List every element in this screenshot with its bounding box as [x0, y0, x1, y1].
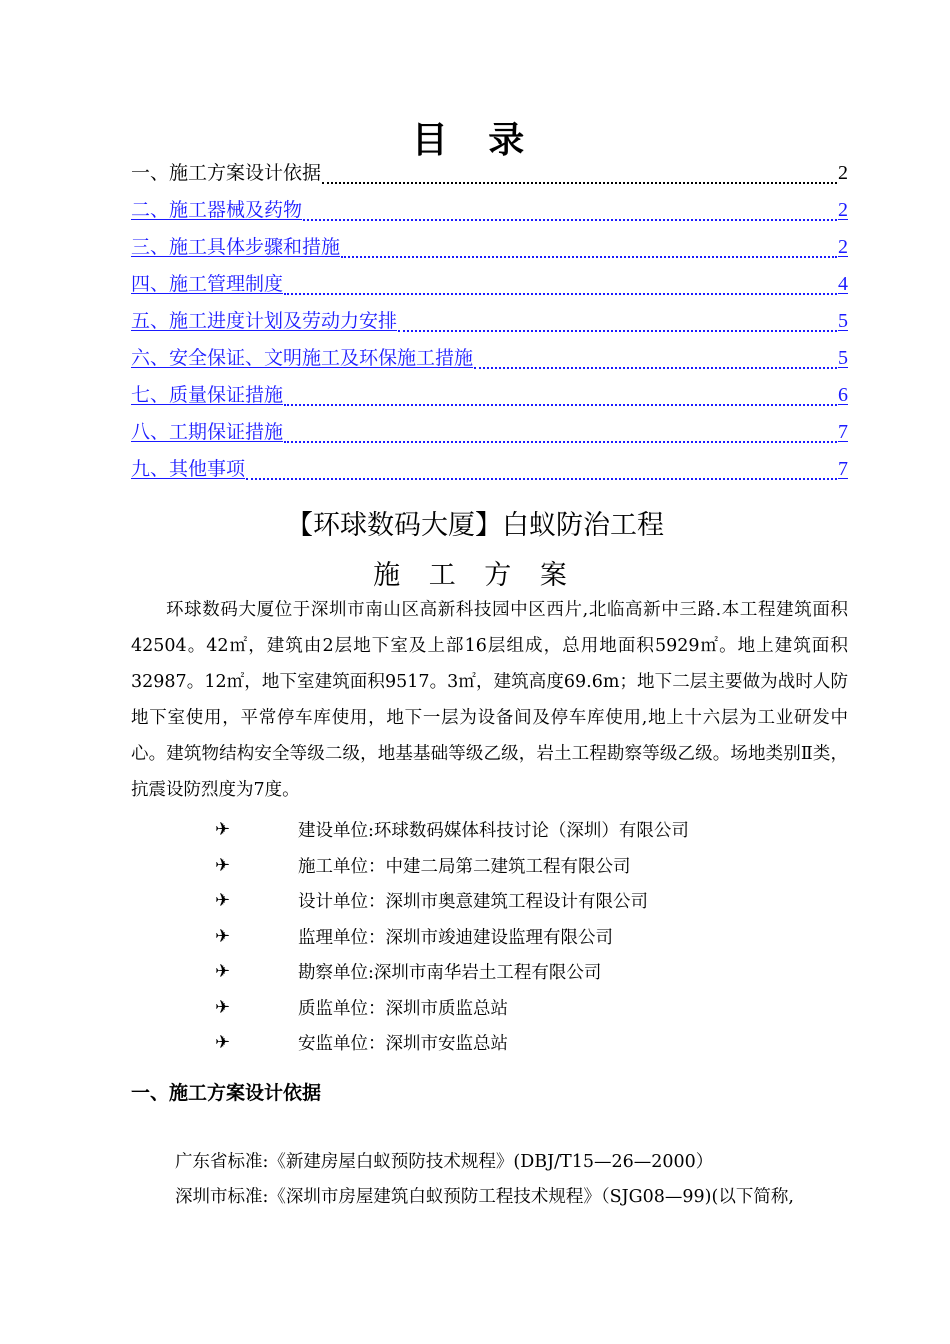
toc-entry-label: 三、施工具体步骤和措施 — [131, 236, 341, 258]
toc-entry-label: 六、安全保证、文明施工及环保施工措施 — [131, 347, 474, 369]
list-item — [215, 883, 835, 919]
toc-entry-8[interactable] — [131, 417, 848, 454]
airplane-bullet-icon: ✈ — [215, 925, 231, 947]
toc-entry-4[interactable] — [131, 269, 848, 306]
toc-title: 目 录 — [411, 120, 539, 161]
list-item — [215, 990, 835, 1026]
airplane-bullet-icon: ✈ — [215, 1032, 231, 1054]
toc-leader-dots — [341, 256, 837, 258]
unit-text: 建设单位:环球数码媒体科技讨论（深圳）有限公司 — [298, 821, 689, 842]
toc-leader-dots — [246, 478, 837, 480]
toc-leader-dots — [322, 182, 837, 184]
unit-text: 勘察单位:深圳市南华岩土工程有限公司 — [298, 963, 602, 984]
toc-entry-page: 2 — [838, 199, 848, 221]
standard-line: 深圳市标准:《深圳市房屋建筑白蚁预防工程技术规程》（SJG08—99)(以下简称, — [175, 1187, 794, 1207]
toc-entry-9[interactable] — [131, 454, 848, 491]
list-item — [215, 1025, 835, 1061]
toc-entry-6[interactable] — [131, 343, 848, 380]
table-of-contents — [131, 158, 848, 491]
toc-leader-dots — [284, 441, 837, 443]
unit-text: 监理单位：深圳市竣迪建设监理有限公司 — [298, 927, 613, 948]
toc-entry-label: 二、施工器械及药物 — [131, 199, 303, 221]
list-item — [215, 919, 835, 955]
list-item — [215, 848, 835, 884]
airplane-bullet-icon: ✈ — [215, 819, 231, 841]
toc-entry-page: 4 — [838, 273, 848, 295]
toc-entry-page: 5 — [838, 347, 848, 369]
standard-line: 广东省标准:《新建房屋白蚁预防技术规程》(DBJ/T15—26—2000） — [175, 1152, 714, 1172]
toc-leader-dots — [398, 330, 837, 332]
toc-entry-label: 四、施工管理制度 — [131, 273, 284, 295]
toc-entry-2[interactable] — [131, 195, 848, 232]
toc-entry-label: 一、施工方案设计依据 — [131, 162, 322, 184]
toc-entry-7[interactable] — [131, 380, 848, 417]
toc-entry-3[interactable] — [131, 232, 848, 269]
plan-title: 施 工 方 案 — [373, 560, 577, 591]
toc-leader-dots — [474, 367, 837, 369]
airplane-bullet-icon: ✈ — [215, 996, 231, 1018]
unit-text: 质监单位：深圳市质监总站 — [298, 998, 508, 1019]
airplane-bullet-icon: ✈ — [215, 890, 231, 912]
toc-entry-page: 5 — [838, 310, 848, 332]
unit-text: 设计单位：深圳市奥意建筑工程设计有限公司 — [298, 892, 648, 913]
list-item — [215, 812, 835, 848]
toc-entry-page: 6 — [838, 384, 848, 406]
airplane-bullet-icon: ✈ — [215, 854, 231, 876]
toc-entry-label: 七、质量保证措施 — [131, 384, 284, 406]
toc-entry-page: 7 — [838, 458, 848, 480]
toc-entry-label: 八、工期保证措施 — [131, 421, 284, 443]
unit-text: 施工单位：中建二局第二建筑工程有限公司 — [298, 856, 631, 877]
project-title: 【环球数码大厦】白蚁防治工程 — [286, 510, 664, 541]
toc-entry-1[interactable] — [131, 158, 848, 195]
toc-entry-5[interactable] — [131, 306, 848, 343]
toc-entry-label: 五、施工进度计划及劳动力安排 — [131, 310, 398, 332]
participating-units-list — [215, 812, 835, 1061]
toc-leader-dots — [303, 219, 837, 221]
unit-text: 安监单位：深圳市安监总站 — [298, 1034, 508, 1055]
toc-entry-label: 九、其他事项 — [131, 458, 246, 480]
toc-leader-dots — [284, 404, 837, 406]
toc-entry-page: 2 — [838, 162, 848, 184]
toc-entry-page: 7 — [838, 421, 848, 443]
section-heading: 一、施工方案设计依据 — [131, 1082, 322, 1104]
toc-leader-dots — [284, 293, 837, 295]
project-intro-paragraph: 环球数码大厦位于深圳市南山区高新科技园中区西片,北临高新中三路.本工程建筑面积42504。42㎡，建筑由2层地下室及上部16层组成，总用地面积5929㎡。地上建筑面积32987。12㎡，地下室建筑面积9517。3㎡，建筑高度69.6m；地下二层主要做为战时人防地下室使用，平常停车库使用，地下一层为设备间及停车库使用,地上十六层为工业研发中心。建筑物结构安全等级二级，地基基础等级乙级，岩土工程勘察等级乙级。场地类别Ⅱ类，抗震设防烈度为7度。 — [131, 600, 848, 800]
list-item — [215, 954, 835, 990]
airplane-bullet-icon: ✈ — [215, 961, 231, 983]
toc-entry-page: 2 — [838, 236, 848, 258]
